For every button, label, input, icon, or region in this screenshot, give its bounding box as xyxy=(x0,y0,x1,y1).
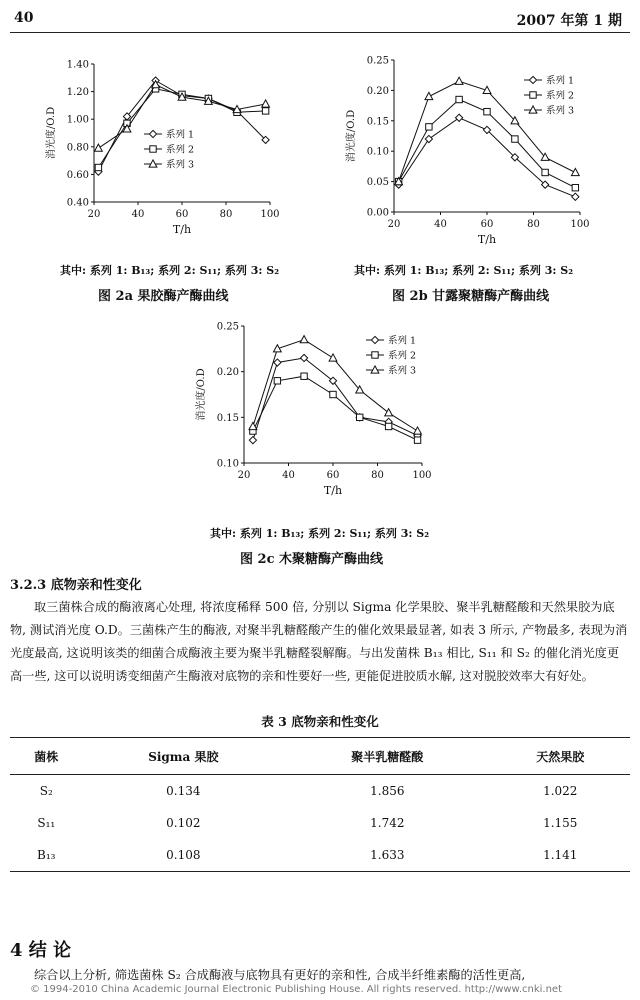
chart-2b xyxy=(340,52,600,252)
copyright-footer: © 1994-2010 China Academic Journal Electronic Publishing House. All rights reserved. http://www.cnki.net xyxy=(30,984,562,995)
chart-2c-note: 其中: 系列 1: B₁₃; 系列 2: S₁₁; 系列 3: S₂ xyxy=(210,527,430,540)
table-row xyxy=(10,839,630,872)
legend-entry: 系列 1 xyxy=(388,335,417,347)
legend-entry: 系列 3 xyxy=(388,365,417,377)
data-point xyxy=(456,96,462,102)
legend-marker xyxy=(371,336,378,343)
chart-2b-caption: 图 2b 甘露聚糖酶产酶曲线 xyxy=(392,289,550,304)
table-cell: 1.155 xyxy=(543,816,578,830)
section-3-2-3-paragraph: 取三菌株合成的酶液离心处理, 将浓度稀释 500 倍, 分别以 Sigma 化学果胶、聚半乳糖醛酸和天然果胶为底物, 测试消光度 O.D。三菌株产生的酶液, 对聚半乳糖醛酸产生的催化效果最显著, 如表 3 所示, 产物最多, 表现为消光度最高, 这说明该类的细菌合成酶液主要为聚半乳糖醛裂解酶。与出发菌株 B₁₃ 相比, S₁₁ 和 S₂ 的催化消光度更高一些, 这可以说明诱变细菌产生酶液对底物的亲和性要好一些, 更能促进胶质水解, 这对脱胶效率大有好处。 xyxy=(10,600,628,683)
legend-entry: 系列 1 xyxy=(166,129,195,141)
table-cell: 1.022 xyxy=(543,784,578,798)
data-point xyxy=(330,391,336,397)
data-point xyxy=(274,378,280,384)
table-row xyxy=(10,807,630,839)
data-point xyxy=(456,114,463,121)
x-tick-label: 20 xyxy=(387,219,401,230)
chart-2a-caption: 图 2a 果胶酶产酶曲线 xyxy=(98,289,229,304)
column-header: 菌株 xyxy=(10,738,83,775)
x-axis-label: T/h xyxy=(323,484,343,497)
y-tick-label: 0.20 xyxy=(366,85,389,97)
data-point xyxy=(425,92,433,99)
x-tick-label: 80 xyxy=(527,219,540,230)
data-point xyxy=(572,193,579,200)
y-tick-label: 1.00 xyxy=(66,114,89,126)
table-cell: 0.102 xyxy=(166,816,201,830)
y-tick-label: 0.25 xyxy=(216,321,239,333)
y-axis-label: 消光度/O.D xyxy=(346,109,357,163)
table-cell: S₂ xyxy=(39,784,53,798)
x-tick-label: 80 xyxy=(219,209,233,220)
table-cell: 0.134 xyxy=(166,784,201,798)
data-point xyxy=(274,359,281,366)
data-point xyxy=(571,168,579,175)
series-line xyxy=(253,376,418,440)
table-cell: 1.633 xyxy=(284,839,490,872)
table-cell: 1.141 xyxy=(491,839,631,872)
data-point xyxy=(425,135,432,142)
table-cell: B₁₃ xyxy=(10,839,83,872)
x-tick-label: 40 xyxy=(434,219,447,230)
chart-2c-caption: 图 2c 木聚糖酶产酶曲线 xyxy=(240,552,384,567)
x-tick-label: 60 xyxy=(480,219,494,230)
data-point xyxy=(249,437,256,444)
x-tick-label: 100 xyxy=(570,219,590,230)
table-3 xyxy=(10,737,630,872)
y-tick-label: 0.15 xyxy=(216,412,239,424)
column-header: 天然果胶 xyxy=(491,738,631,775)
data-point xyxy=(301,373,307,379)
y-tick-label: 0.20 xyxy=(216,367,239,379)
page-number: 40 xyxy=(14,10,34,26)
y-tick-label: 1.40 xyxy=(66,59,89,71)
y-tick-label: 1.20 xyxy=(66,87,89,99)
header-rule xyxy=(10,32,630,33)
data-point xyxy=(484,108,490,114)
page-header xyxy=(0,10,640,32)
conclusion-first-line: 综合以上分析, 筛选菌株 S₂ 合成酶液与底物具有更好的亲和性, 合成半纤维素酶的活性更高, xyxy=(34,968,526,982)
y-tick-label: 0.00 xyxy=(366,207,389,219)
data-point xyxy=(512,136,518,142)
data-point xyxy=(95,164,101,170)
y-tick-label: 0.05 xyxy=(366,177,389,189)
legend-entry: 系列 2 xyxy=(546,90,575,102)
table-row xyxy=(10,775,630,808)
legend-entry: 系列 2 xyxy=(388,350,417,362)
data-point xyxy=(414,427,422,434)
legend-marker xyxy=(150,146,156,152)
data-point xyxy=(329,354,337,361)
y-tick-label: 0.10 xyxy=(216,458,239,470)
legend-marker xyxy=(372,352,378,358)
data-point xyxy=(426,124,432,130)
section-heading-3-2-3: 3.2.3 底物亲和性变化 xyxy=(10,578,142,593)
table-cell: S₁₁ xyxy=(37,816,56,830)
x-tick-label: 20 xyxy=(237,470,251,481)
journal-issue: 2007 年第 1 期 xyxy=(516,13,622,29)
data-point xyxy=(385,423,391,429)
y-tick-label: 0.15 xyxy=(366,116,389,128)
legend-entry: 系列 1 xyxy=(546,75,575,87)
y-axis-label: 消光度/O.D xyxy=(196,368,207,421)
legend-marker xyxy=(529,76,536,83)
table-header-row xyxy=(10,738,630,775)
x-tick-label: 40 xyxy=(282,470,295,481)
data-point xyxy=(414,437,420,443)
data-point xyxy=(300,336,308,343)
legend-marker xyxy=(149,130,156,137)
y-tick-label: 0.80 xyxy=(66,142,89,154)
x-tick-label: 100 xyxy=(260,209,280,220)
data-point xyxy=(262,108,268,114)
legend-entry: 系列 3 xyxy=(546,105,575,117)
table-cell: 1.742 xyxy=(370,816,405,830)
y-tick-label: 0.25 xyxy=(366,55,389,67)
x-tick-label: 60 xyxy=(175,209,189,220)
legend-marker xyxy=(530,92,536,98)
x-axis-label: T/h xyxy=(477,233,497,246)
table-cell: 1.856 xyxy=(370,784,405,798)
x-tick-label: 80 xyxy=(371,470,384,481)
chart-2b-note: 其中: 系列 1: B₁₃; 系列 2: S₁₁; 系列 3: S₂ xyxy=(354,264,574,277)
x-tick-label: 100 xyxy=(412,470,432,481)
data-point xyxy=(262,100,270,107)
y-tick-label: 0.40 xyxy=(66,197,89,209)
chart-2a-note: 其中: 系列 1: B₁₃; 系列 2: S₁₁; 系列 3: S₂ xyxy=(60,264,280,277)
chart-2a xyxy=(40,52,290,252)
legend-entry: 系列 2 xyxy=(166,144,195,156)
y-tick-label: 0.60 xyxy=(66,169,89,181)
data-point xyxy=(95,144,103,151)
legend-entry: 系列 3 xyxy=(166,159,195,171)
data-point xyxy=(385,409,393,416)
column-header: 聚半乳糖醛酸 xyxy=(284,738,490,775)
x-axis-label: T/h xyxy=(172,223,192,236)
data-point xyxy=(572,184,578,190)
data-point xyxy=(542,169,548,175)
y-axis-label: 消光度/O.D xyxy=(46,106,57,160)
x-tick-label: 60 xyxy=(326,470,340,481)
y-tick-label: 0.10 xyxy=(366,146,389,158)
section-heading-4: 4 结 论 xyxy=(10,940,72,961)
data-point xyxy=(357,414,363,420)
x-tick-label: 40 xyxy=(131,209,145,220)
column-header: Sigma 果胶 xyxy=(83,738,285,775)
chart-2c xyxy=(190,318,450,514)
data-point xyxy=(455,77,463,84)
table-cell: 0.108 xyxy=(83,839,285,872)
x-tick-label: 20 xyxy=(87,209,101,220)
table-3-title: 表 3 底物亲和性变化 xyxy=(261,714,379,729)
